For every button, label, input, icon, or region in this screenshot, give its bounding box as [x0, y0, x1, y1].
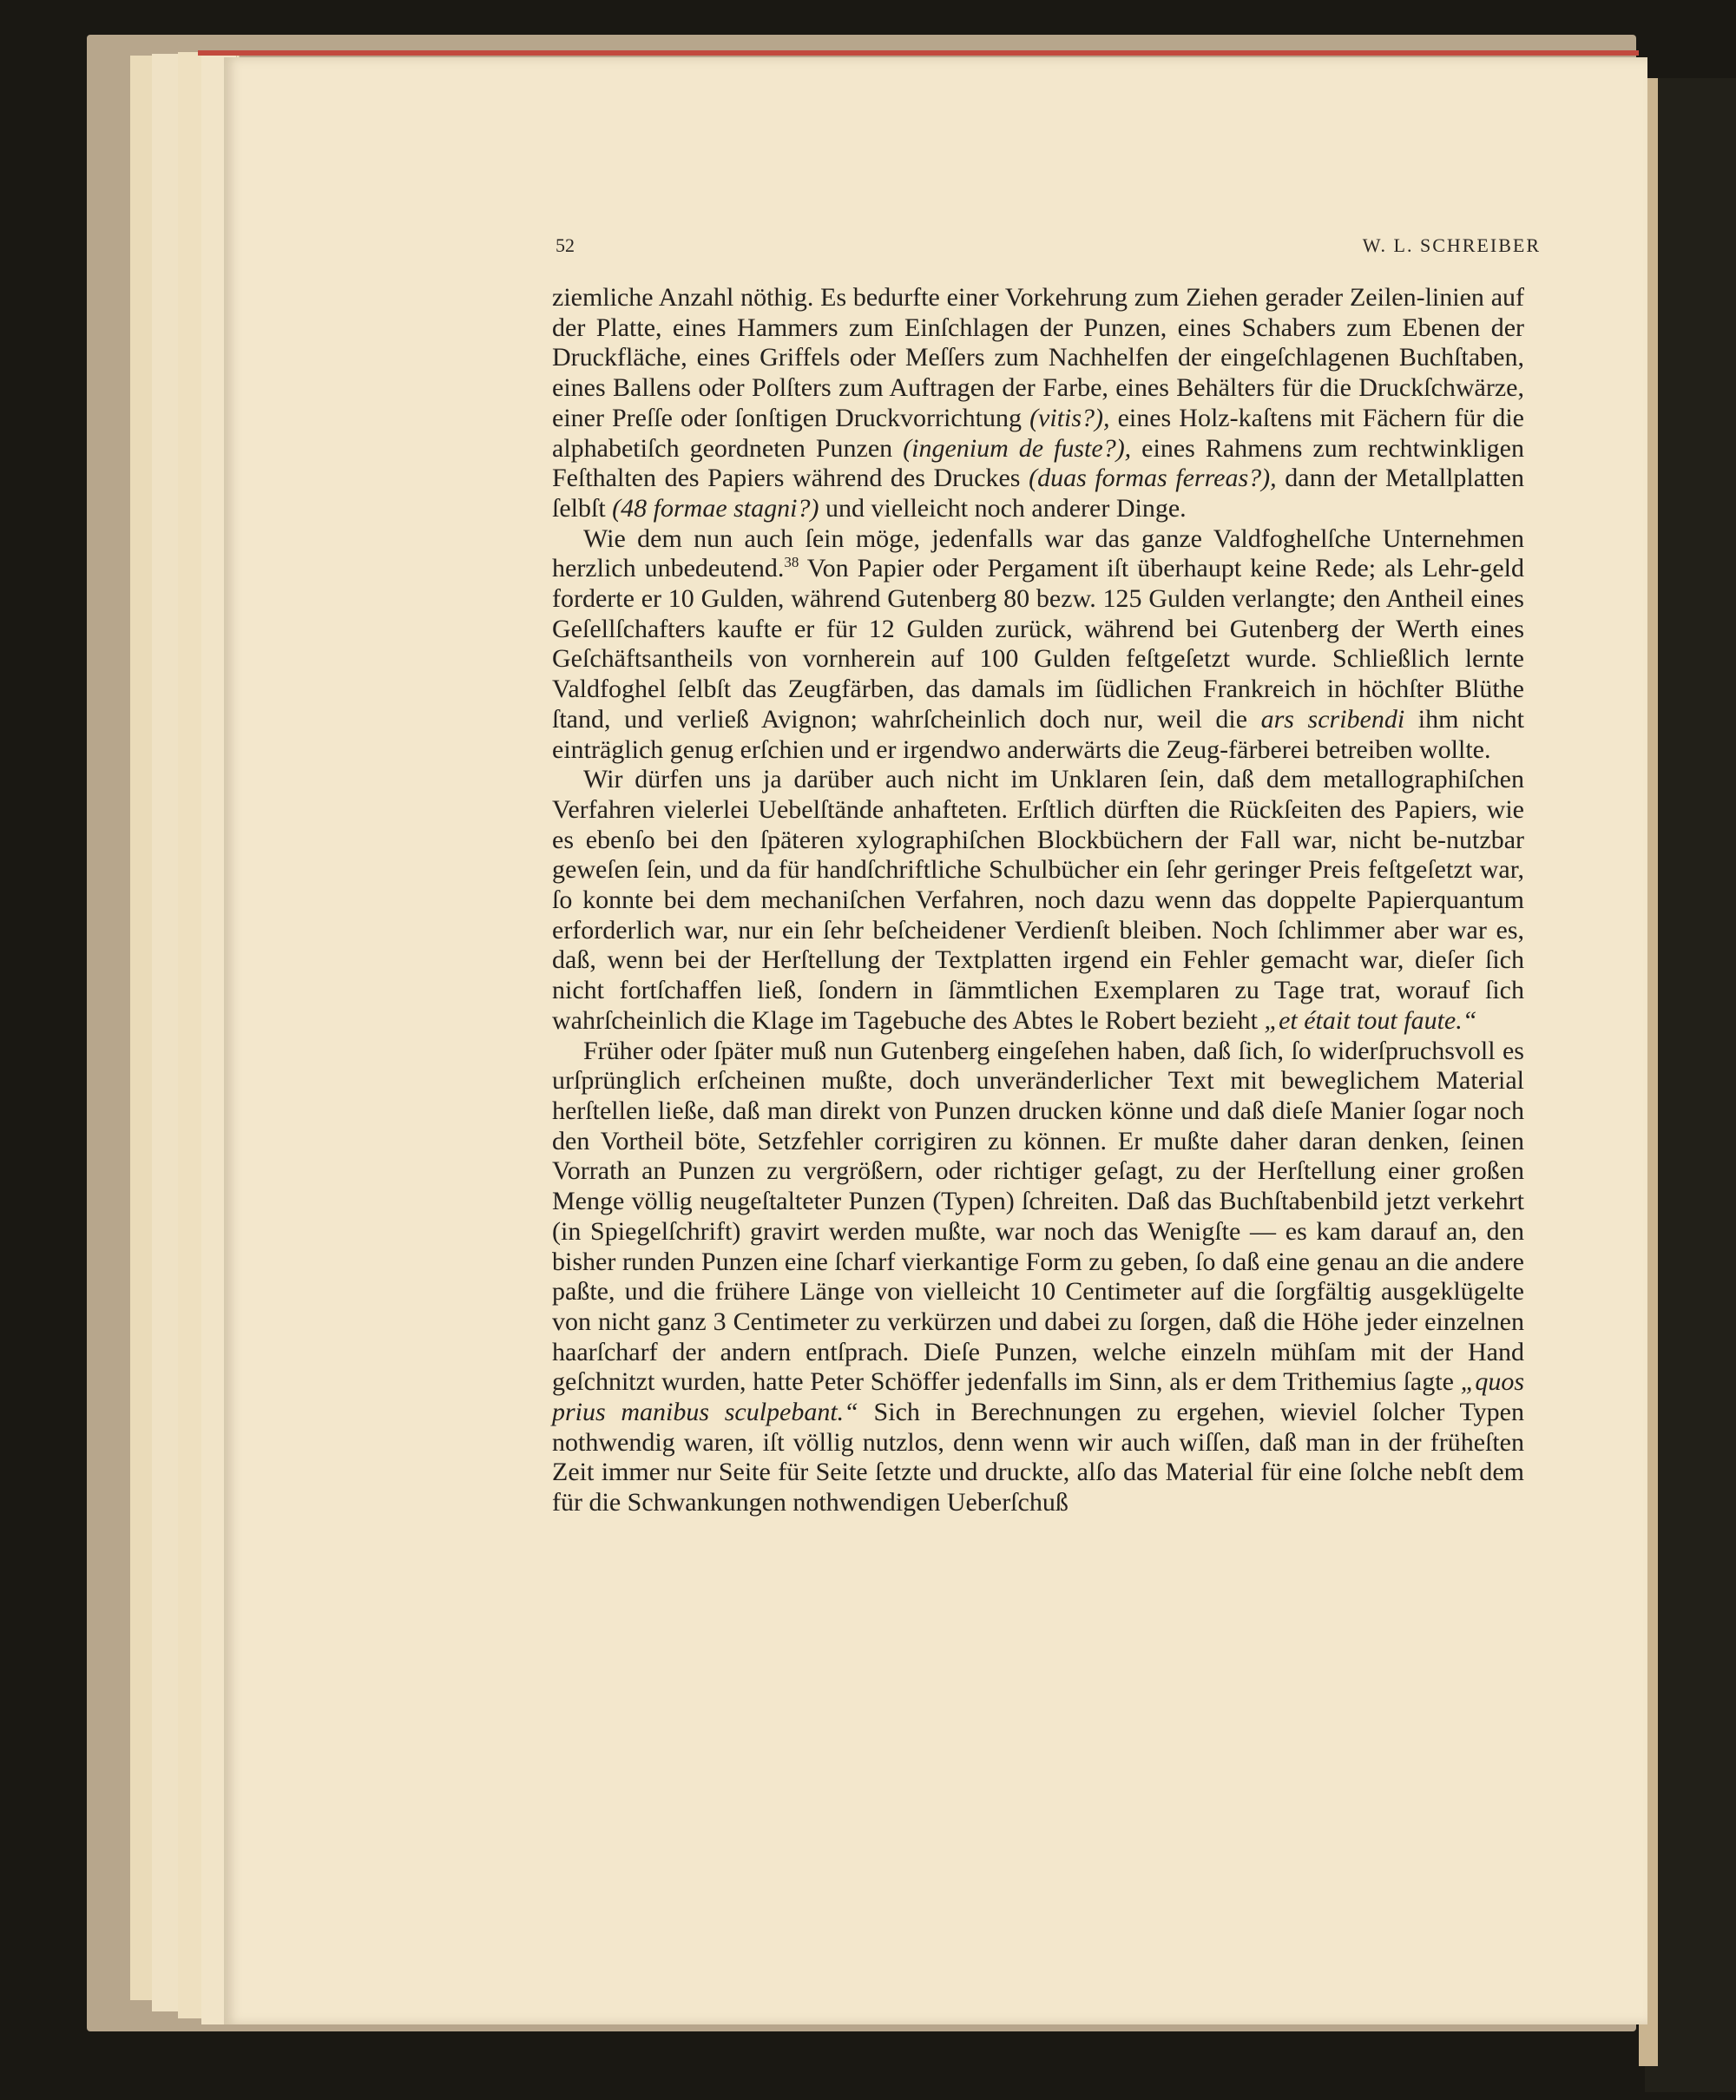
paragraph [552, 1037, 1524, 1518]
text-segment: ziemliche Anzahl nöthig. Es bedurfte einer Vorkehrung zum Ziehen gerader Zeilen-linien auf der Platte, eines Hammers zum Einſchlagen der Punzen, eines Schabers zum Ebenen der Druckfläche, eines Griffels oder Meſſers zum Nachhelfen der eingeſchlagenen Buchſtaben, eines Ballens oder Polſters zum Auftragen der Farbe, eines Behälters für die Druckſchwärze, einer Preſſe oder ſonſtigen Druckvorrichtung [552, 283, 1524, 432]
body-text [552, 283, 1524, 1518]
page-number: 52 [556, 234, 575, 256]
text-segment: Früher oder ſpäter muß nun Gutenberg eingeſehen haben, daß ſich, ſo widerſpruchsvoll es urſprünglich erſcheinen mußte, doch unveränderlicher Text mit beweglichem Material herſtellen ließe, daß man direkt von Punzen drucken könne und daß dieſe Manier ſogar noch den Vortheil böte, Setzfehler corrigiren zu können. Er mußte daher daran denken, ſeinen Vorrath an Punzen zu vergrößern, oder richtiger geſagt, zu der Herſtellung einer großen Menge völlig neugeſtalteter Punzen (Typen) ſchreiten. Daß das Buchſtabenbild jetzt verkehrt (in Spiegelſchrift) gravirt werden mußte, war noch das Wenigſte — es kam darauf an, den bisher runden Punzen eine ſcharf vierkantige Form zu geben, ſo daß eine genau an die andere paßte, und die frühere Länge von vielleicht 10 Centimeter auf die ſorgfältig ausgeklügelte von nicht ganz 3 Centimeter zu verkürzen und dabei zu ſorgen, daß die Höhe jeder einzelnen haarſcharf der andern entſprach. Dieſe Punzen, welche einzeln mühſam mit der Hand geſchnitzt wurden, hatte Peter Schöffer jedenfalls im Sinn, als er dem Trithemius ſagte [552, 1036, 1524, 1397]
italic-phrase: (duas formas ferreas?), [1029, 464, 1277, 493]
paragraph [552, 765, 1524, 1036]
italic-phrase: ars scribendi [1260, 704, 1405, 734]
italic-phrase: „et était tout faute.“ [1264, 1005, 1477, 1035]
paragraph [552, 283, 1524, 524]
red-page-edge [198, 50, 1639, 56]
footnote-ref: 38 [784, 554, 799, 571]
paragraph [552, 524, 1524, 766]
text-segment: Wir dürfen uns ja darüber auch nicht im Unklaren ſein, daß dem metallographiſchen Verfahren vielerlei Uebelſtände anhafteten. Erſtlich dürften die Rückſeiten des Papiers, wie es ebenſo bei den ſpäteren xylographiſchen Blockbüchern der Fall war, nicht be-nutzbar geweſen ſein, und da für handſchriftliche Schulbücher ein ſehr geringer Preis feſtgeſetzt war, ſo konnte bei dem mechaniſchen Verfahren, noch dazu wenn das doppelte Papierquantum erforderlich war, nur ein ſehr beſcheidener Verdienſt bleiben. Noch ſchlimmer aber war es, daß, wenn bei der Herſtellung der Textplatten irgend ein Fehler gemacht war, dieſer ſich nicht fortſchaffen ließ, ſondern in ſämmtlichen Exemplaren zu Tage trat, worauf ſich wahrſcheinlich die Klage im Tagebuche des Abtes le Robert bezieht [552, 765, 1524, 1035]
text-segment: eines Holz-kaſtens mit Fächern für die alphabetiſch geordneten Punzen [552, 403, 1524, 463]
italic-phrase: (ingenium de fuste?), [903, 433, 1132, 463]
text-segment: eines Rahmens zum rechtwinkligen Feſthalten des Papiers während des Druckes [552, 433, 1524, 493]
text-segment: dann der Metallplatten ſelbſt [552, 464, 1525, 523]
running-title: W. L. SCHREIBER [1362, 234, 1541, 256]
text-segment: und vielleicht noch anderer Dinge. [819, 493, 1187, 523]
background-dark [1645, 78, 1736, 2092]
italic-phrase: „quos prius manibus sculpebant.“ [552, 1367, 1524, 1427]
italic-phrase: (48 formae stagni?) [612, 493, 819, 523]
text-segment: ihm nicht einträglich genug erſchien und er irgendwo anderwärts die Zeug-färberei betreiben wollte. [552, 704, 1524, 764]
text-segment: Von Papier oder Pergament iſt überhaupt keine Rede; als Lehr-geld forderte er 10 Gulden, während Gutenberg 80 bezw. 125 Gulden verlangte; den Antheil eines Geſellſchafters kaufte er für 12 Gulden zurück, während bei Gutenberg der Werth eines Geſchäftsantheils von vornherein auf 100 Gulden feſtgeſetzt wurde. Schließlich lernte Valdfoghel ſelbſt das Zeugfärben, das damals im ſüdlichen Frankreich in höchſter Blüthe ſtand, und verließ Avignon; wahrſcheinlich doch nur, weil die [552, 554, 1524, 734]
text-segment: Sich in Berechnungen zu ergehen, wieviel ſolcher Typen nothwendig waren, iſt völlig nutzlos, denn wenn wir auch wiſſen, daß man in der früheſten Zeit immer nur Seite für Seite ſetzte und druckte, alſo das Material für eine ſolche nebſt dem für die Schwankungen nothwendigen Ueberſchuß [552, 1398, 1524, 1517]
text-segment: Wie dem nun auch ſein möge, jedenfalls war das ganze Valdfoghelſche Unternehmen herzlich unbedeutend. [552, 523, 1524, 583]
italic-phrase: (vitis?), [1029, 403, 1110, 432]
